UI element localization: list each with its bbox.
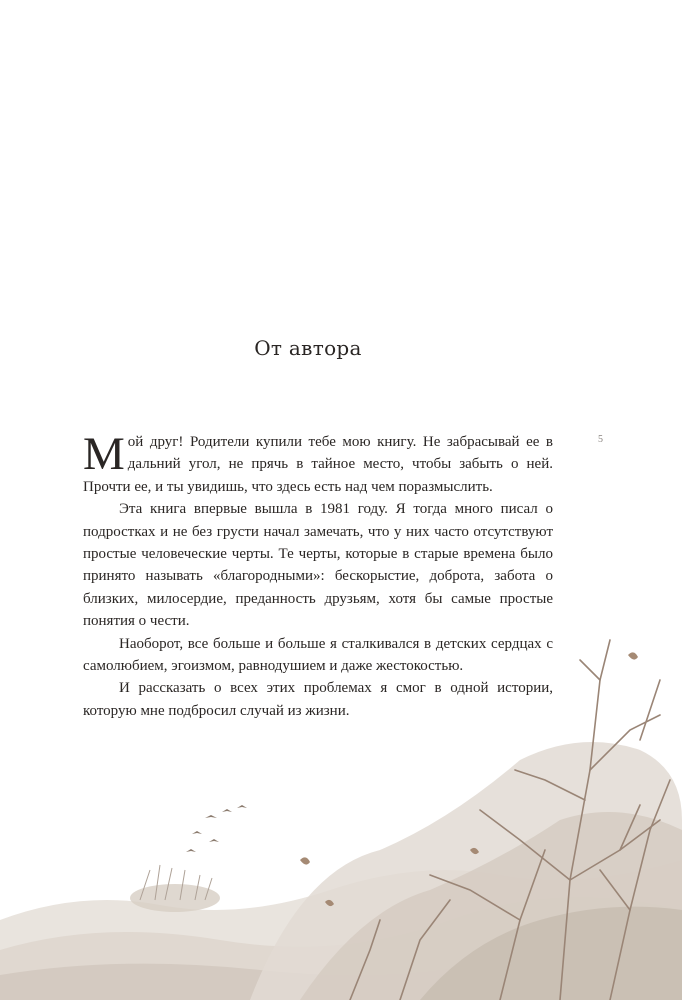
snowy-bushes — [250, 742, 682, 1000]
flying-birds — [186, 805, 247, 852]
chapter-title: От автора — [254, 336, 362, 360]
paragraph-1 — [83, 428, 553, 498]
paragraph-2: Эта книга впервые вышла в 1981 году. Я тогда много писал о подростках и не без грусти начал замечать, что у них часто отсутствуют простые человеческие черты. Те черты, которые в старые времена было принято называть «благородными»: бескорыстие, доброта, забота о близких, милосердие, преданность друзьям, хотя бы самые простые понятия о чести. — [83, 501, 553, 630]
winter-landscape-illustration — [0, 620, 682, 1000]
page-number: 5 — [598, 434, 603, 445]
drop-cap: М — [83, 428, 125, 480]
paragraph-3: Наоборот, все больше и больше я сталкивался в детских сердцах с самолюбием, эгоизмом, равнодушием и даже жестокостью. — [83, 635, 553, 675]
paragraph-4: И рассказать о всех этих проблемах я смог в одной истории, которую мне подбросил случай из жизни. — [83, 680, 553, 719]
distant-shrub — [130, 865, 220, 912]
paragraph-1-text: ой друг! Родители купили тебе мою книгу. Не забрасывай ее в дальний угол, не прячь в тайное место, чтобы забыть о ней. Прочти ее, и ты увидишь, что здесь есть над чем поразмыслить. — [83, 434, 553, 495]
